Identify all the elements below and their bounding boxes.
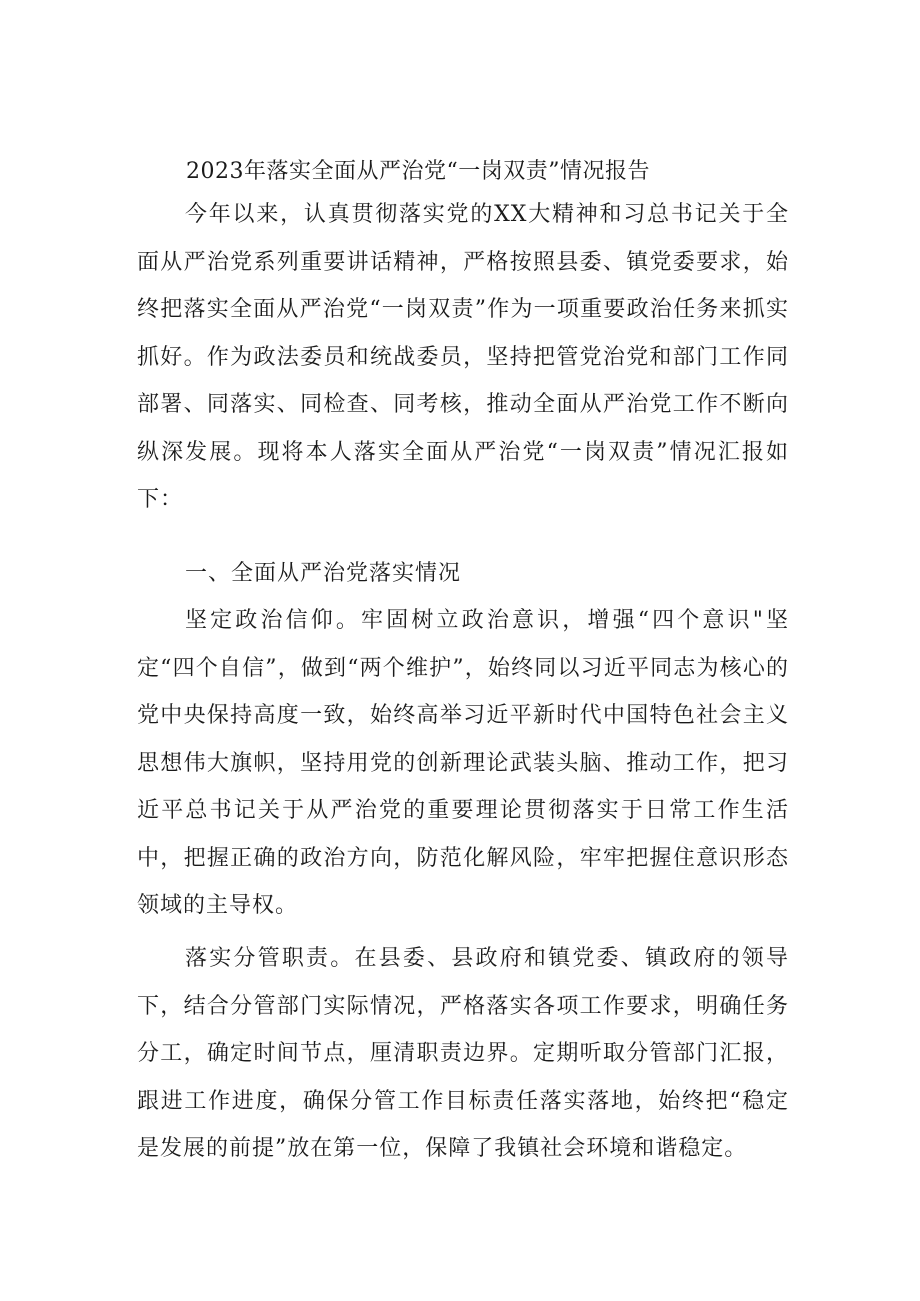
duty-paragraph: 落实分管职责。在县委、县政府和镇党委、镇政府的领导下，结合分管部门实际情况，严格落实各项工作要求，明确任务分工，确定时间节点，厘清职责边界。定期听取分管部门汇报，跟进工作进度，确保分管工作目标责任落实落地，始终把“稳定是发展的前提”放在第一位，保障了我镇社会环境和谐稳定。 xyxy=(137,946,789,1161)
intro-paragraph: 今年以来，认真贯彻落实党的XX大精神和习总书记关于全面从严治党系列重要讲话精神，严格按照县委、镇党委要求，始终把落实全面从严治党“一岗双责”作为一项重要政治任务来抓实抓好。作为政法委员和统战委员，坚持把管党治党和部门工作同部署、同落实、同检查、同考核，推动全面从严治党工作不断向纵深发展。现将本人落实全面从严治党“一岗双责”情况汇报如下： xyxy=(137,202,789,512)
section-heading: 一、全面从严治党落实情况 xyxy=(185,561,462,586)
political-belief-paragraph: 坚定政治信仰。牢固树立政治意识，增强“四个意识"坚定“四个自信”，做到“两个维护”，始终同以习近平同志为核心的党中央保持高度一致，始终高举习近平新时代中国特色社会主义思想伟大旗帜，坚持用党的创新理论武装头脑、推动工作，把习近平总书记关于从严治党的重要理论贯彻落实于日常工作生活中，把握正确的政治方向，防范化解风险，牢牢把握住意识形态领域的主导权。 xyxy=(137,608,789,918)
document-title: 2023年落实全面从严治党“一岗双责”情况报告 xyxy=(186,159,650,184)
